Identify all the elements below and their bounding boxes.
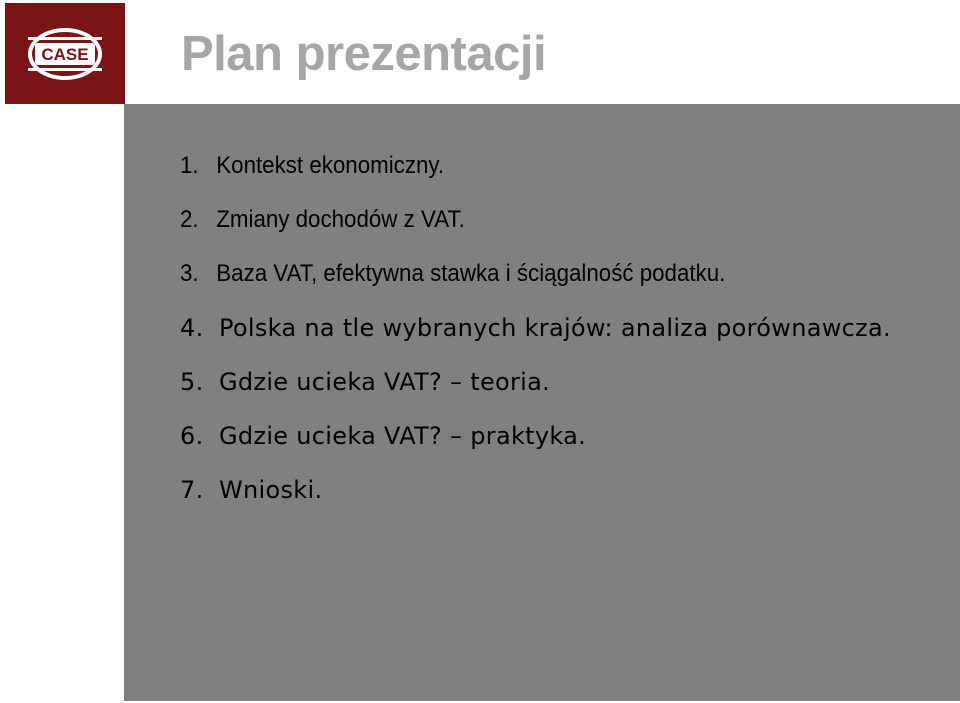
agenda-item-number: 5. <box>180 368 204 396</box>
agenda-item-number: 4. <box>180 314 204 342</box>
agenda-item-6 <box>180 422 950 476</box>
agenda-item-number: 2. <box>180 206 199 233</box>
agenda-item-5 <box>180 368 950 422</box>
agenda-item-number: 6. <box>180 422 204 450</box>
content-panel <box>124 104 960 701</box>
agenda-item-number: 1. <box>180 152 199 179</box>
agenda-item-1 <box>180 152 896 206</box>
agenda-list <box>180 152 950 530</box>
agenda-item-text: Baza VAT, efektywna stawka i ściągalność podatku. <box>216 260 726 287</box>
agenda-item-3 <box>180 260 896 314</box>
agenda-item-text: Kontekst ekonomiczny. <box>216 152 445 179</box>
page-title: Plan prezentacji <box>181 27 547 81</box>
agenda-item-text: Gdzie ucieka VAT? – teoria. <box>219 368 551 396</box>
logo-text: CASE <box>41 44 89 64</box>
agenda-item-7 <box>180 476 950 530</box>
agenda-item-text: Polska na tle wybranych krajów: analiza porównawcza. <box>219 314 891 342</box>
agenda-item-text: Wnioski. <box>219 476 323 504</box>
agenda-item-4 <box>180 314 950 368</box>
agenda-item-2 <box>180 206 896 260</box>
agenda-item-text: Gdzie ucieka VAT? – praktyka. <box>219 422 587 450</box>
agenda-item-text: Zmiany dochodów z VAT. <box>216 206 465 233</box>
case-logo <box>5 3 125 104</box>
agenda-item-number: 3. <box>180 260 199 287</box>
case-logo-icon <box>25 24 105 84</box>
agenda-item-number: 7. <box>180 476 204 504</box>
